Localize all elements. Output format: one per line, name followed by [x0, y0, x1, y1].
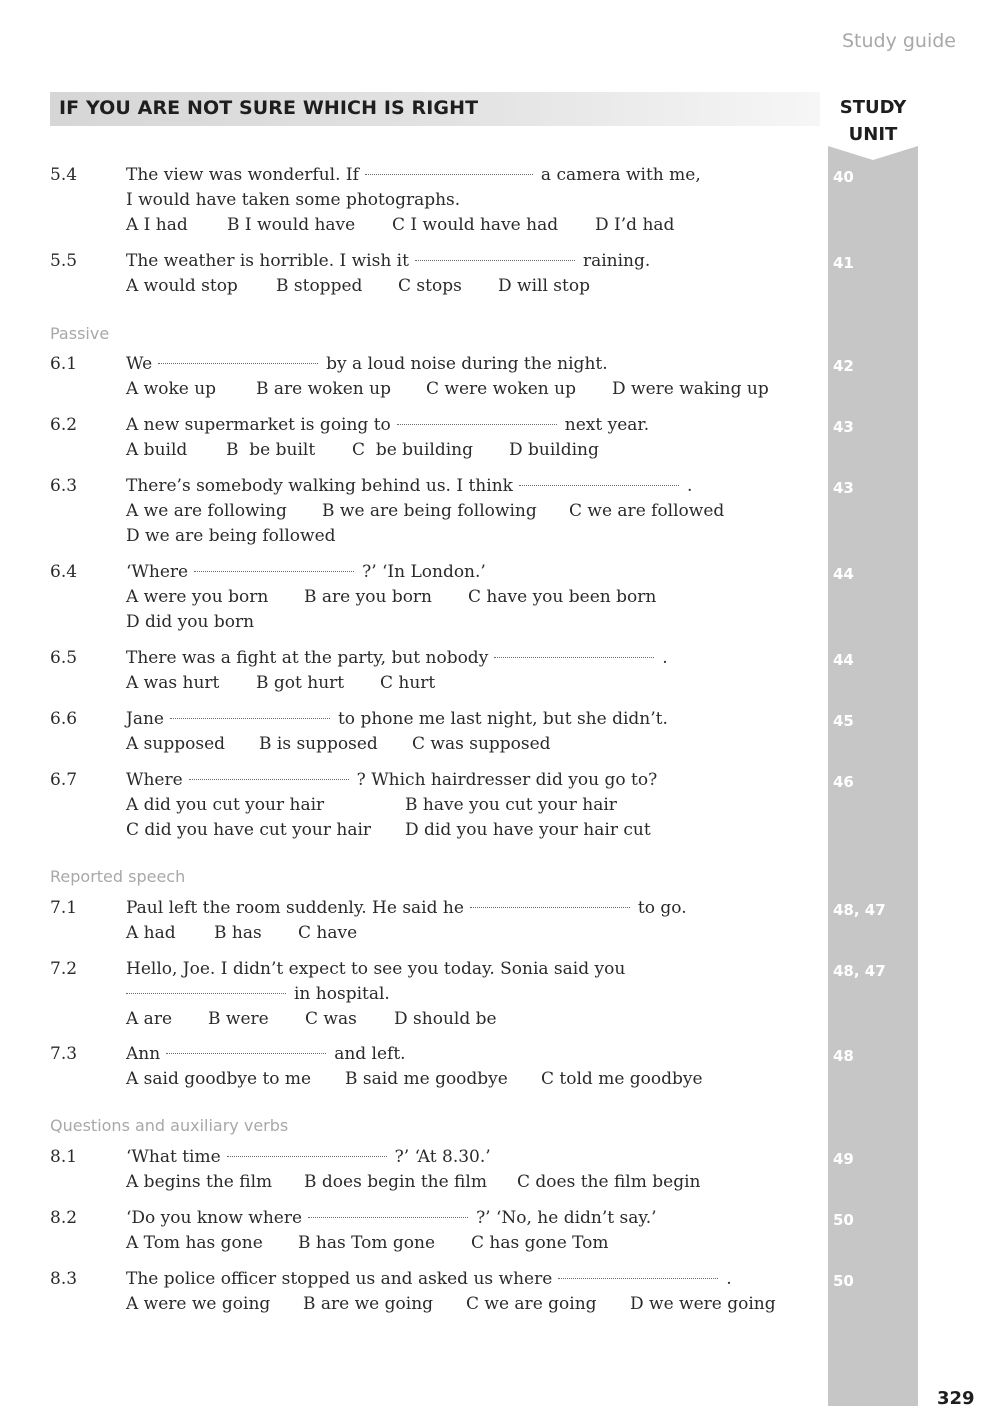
question-5-4 — [126, 163, 701, 238]
option[interactable]: C does the film begin — [517, 1172, 701, 1192]
question-text: ?’ ‘No, he didn’t say.’ — [476, 1208, 657, 1228]
option[interactable]: B are we going — [303, 1294, 434, 1314]
option[interactable]: A begins the film — [126, 1172, 273, 1192]
study-unit-ref: 44 — [833, 651, 854, 669]
option[interactable]: B I would have — [227, 215, 356, 235]
answer-blank[interactable] — [415, 259, 575, 261]
answer-blank[interactable] — [365, 173, 533, 175]
question-text: ?’ ‘In London.’ — [362, 562, 486, 582]
study-unit-ref: 49 — [833, 1150, 854, 1168]
question-text: ‘Do you know where — [126, 1208, 303, 1228]
study-unit-header-line2: UNIT — [848, 124, 898, 145]
study-unit-ref: 48 — [833, 1047, 854, 1065]
section-banner — [50, 92, 820, 126]
option[interactable]: C we are going — [466, 1294, 597, 1314]
option[interactable]: A I had — [126, 215, 188, 235]
option[interactable]: B be built — [226, 440, 316, 460]
question-number: 6.5 — [50, 648, 78, 668]
option[interactable]: A said goodbye to me — [126, 1069, 312, 1089]
study-unit-ref: 46 — [833, 773, 854, 791]
question-text: and left. — [334, 1044, 406, 1064]
option[interactable]: A build — [126, 440, 188, 460]
question-6-5 — [126, 646, 668, 696]
question-text: I would have taken some photographs. — [126, 190, 461, 210]
question-text: . — [726, 1269, 732, 1289]
question-7-2 — [126, 957, 625, 1032]
section-heading-passive: Passive — [50, 324, 110, 343]
question-text: The weather is horrible. I wish it — [126, 251, 409, 271]
question-text: Ann — [126, 1044, 161, 1064]
answer-blank[interactable] — [397, 423, 557, 425]
option[interactable]: D should be — [394, 1009, 497, 1029]
question-text: We — [126, 354, 153, 374]
option[interactable]: D did you born — [126, 612, 255, 632]
question-text: Jane — [126, 709, 164, 729]
question-number: 7.2 — [50, 959, 78, 979]
question-number: 8.2 — [50, 1208, 78, 1228]
question-6-2 — [126, 413, 649, 463]
answer-blank[interactable] — [170, 717, 330, 719]
option[interactable]: B were — [208, 1009, 269, 1029]
study-unit-header — [828, 94, 918, 148]
option[interactable]: A Tom has gone — [126, 1233, 263, 1253]
question-number: 6.4 — [50, 562, 78, 582]
question-text: ?’ ‘At 8.30.’ — [394, 1147, 491, 1167]
question-number: 5.4 — [50, 165, 78, 185]
option[interactable]: A would stop — [126, 276, 238, 296]
option[interactable]: A supposed — [126, 734, 226, 754]
question-7-1 — [126, 896, 687, 946]
question-text: Hello, Joe. I didn’t expect to see you today. Sonia said you — [126, 959, 626, 979]
study-unit-ref: 45 — [833, 712, 854, 730]
question-text: A new supermarket is going to — [126, 415, 391, 435]
option[interactable]: D did you have your hair cut — [405, 820, 651, 840]
answer-blank[interactable] — [470, 906, 630, 908]
study-unit-ref: 50 — [833, 1211, 854, 1229]
option[interactable]: C has gone Tom — [471, 1233, 609, 1253]
option[interactable]: B are woken up — [256, 379, 391, 399]
question-7-3 — [126, 1042, 703, 1092]
question-5-5 — [126, 249, 650, 299]
study-unit-ref: 48, 47 — [833, 962, 886, 980]
answer-blank[interactable] — [189, 778, 349, 780]
question-text: raining. — [582, 251, 651, 271]
question-text: to go. — [637, 898, 687, 918]
option[interactable]: B said me goodbye — [345, 1069, 508, 1089]
option[interactable]: B are you born — [304, 587, 433, 607]
study-unit-ref: 41 — [833, 254, 854, 272]
option[interactable]: C was supposed — [412, 734, 551, 754]
answer-blank[interactable] — [194, 570, 354, 572]
question-text: . — [662, 648, 668, 668]
option[interactable]: A we are following — [126, 501, 287, 521]
question-number: 7.1 — [50, 898, 78, 918]
option[interactable]: C did you have cut your hair — [126, 820, 372, 840]
option[interactable]: C stops — [398, 276, 462, 296]
question-text: ‘Where — [126, 562, 189, 582]
option[interactable]: C were woken up — [426, 379, 576, 399]
question-text: ? Which hairdresser did you go to? — [356, 770, 658, 790]
question-number: 8.3 — [50, 1269, 78, 1289]
question-6-3 — [126, 474, 725, 549]
option[interactable]: C I would have had — [392, 215, 559, 235]
study-unit-strip-notch — [828, 146, 918, 160]
option[interactable]: B got hurt — [256, 673, 345, 693]
option[interactable]: C have — [298, 923, 358, 943]
banner-title: IF YOU ARE NOT SURE WHICH IS RIGHT — [59, 97, 479, 119]
study-unit-ref: 48, 47 — [833, 901, 886, 919]
option[interactable]: A did you cut your hair — [126, 795, 325, 815]
option[interactable]: B have you cut your hair — [405, 795, 617, 815]
question-text: to phone me last night, but she didn’t. — [337, 709, 668, 729]
study-unit-header-line1: STUDY — [839, 97, 907, 118]
answer-blank[interactable] — [126, 992, 286, 994]
option[interactable]: C have you been born — [468, 587, 657, 607]
option[interactable]: B does begin the film — [304, 1172, 487, 1192]
question-text: in hospital. — [294, 984, 390, 1004]
question-number: 6.1 — [50, 354, 78, 374]
option[interactable]: A was hurt — [126, 673, 220, 693]
option[interactable]: C we are followed — [569, 501, 725, 521]
option[interactable]: A woke up — [126, 379, 217, 399]
study-unit-ref: 40 — [833, 168, 854, 186]
question-text: by a loud noise during the night. — [326, 354, 608, 374]
question-8-2 — [126, 1206, 657, 1256]
question-8-1 — [126, 1145, 701, 1195]
option[interactable]: B stopped — [276, 276, 363, 296]
option[interactable]: D will stop — [498, 276, 590, 296]
answer-blank[interactable] — [558, 1277, 718, 1279]
question-text: Paul left the room suddenly. He said he — [126, 898, 464, 918]
answer-blank[interactable] — [519, 484, 679, 486]
question-text: Where — [126, 770, 183, 790]
option[interactable]: A were we going — [126, 1294, 271, 1314]
answer-blank[interactable] — [494, 656, 654, 658]
page-number: 329 — [937, 1388, 975, 1409]
question-text: There’s somebody walking behind us. I think — [126, 476, 513, 496]
option[interactable]: D I’d had — [595, 215, 675, 235]
question-number: 6.2 — [50, 415, 78, 435]
answer-blank[interactable] — [227, 1155, 387, 1157]
question-text: ‘What time — [126, 1147, 221, 1167]
question-6-4 — [126, 560, 657, 635]
option[interactable]: B we are being following — [322, 501, 537, 521]
question-number: 6.3 — [50, 476, 78, 496]
option[interactable]: D we are being followed — [126, 526, 336, 546]
option[interactable]: C be building — [352, 440, 474, 460]
option[interactable]: D building — [509, 440, 599, 460]
question-6-1 — [126, 352, 769, 402]
study-unit-ref: 43 — [833, 479, 854, 497]
question-8-3 — [126, 1267, 776, 1317]
option[interactable]: A were you born — [126, 587, 269, 607]
question-text: There was a fight at the party, but nobody — [126, 648, 489, 668]
option[interactable]: C told me goodbye — [541, 1069, 703, 1089]
option[interactable]: D we were going — [630, 1294, 776, 1314]
study-unit-ref: 42 — [833, 357, 854, 375]
question-number: 7.3 — [50, 1044, 78, 1064]
question-text: The police officer stopped us and asked us where — [126, 1269, 553, 1289]
running-head: Study guide — [841, 30, 956, 52]
question-number: 6.6 — [50, 709, 78, 729]
option[interactable]: B has Tom gone — [298, 1233, 436, 1253]
question-text: a camera with me, — [540, 165, 701, 185]
section-heading-reported-speech: Reported speech — [50, 867, 186, 886]
question-6-6 — [126, 707, 668, 757]
question-text: . — [686, 476, 693, 496]
option[interactable]: C was — [305, 1009, 357, 1029]
answer-blank[interactable] — [158, 362, 318, 364]
answer-blank[interactable] — [166, 1052, 326, 1054]
option[interactable]: B is supposed — [259, 734, 378, 754]
study-unit-ref: 43 — [833, 418, 854, 436]
answer-blank[interactable] — [308, 1216, 468, 1218]
option[interactable]: A had — [126, 923, 176, 943]
question-text: next year. — [564, 415, 650, 435]
question-number: 6.7 — [50, 770, 78, 790]
section-heading-questions: Questions and auxiliary verbs — [50, 1116, 289, 1135]
study-unit-ref: 44 — [833, 565, 854, 583]
option[interactable]: A are — [126, 1009, 173, 1029]
question-number: 5.5 — [50, 251, 78, 271]
question-number: 8.1 — [50, 1147, 78, 1167]
question-6-7 — [126, 768, 657, 843]
option[interactable]: B has — [214, 923, 262, 943]
study-unit-ref: 50 — [833, 1272, 854, 1290]
option[interactable]: D were waking up — [612, 379, 769, 399]
question-text: The view was wonderful. If — [126, 165, 359, 185]
option[interactable]: C hurt — [380, 673, 436, 693]
